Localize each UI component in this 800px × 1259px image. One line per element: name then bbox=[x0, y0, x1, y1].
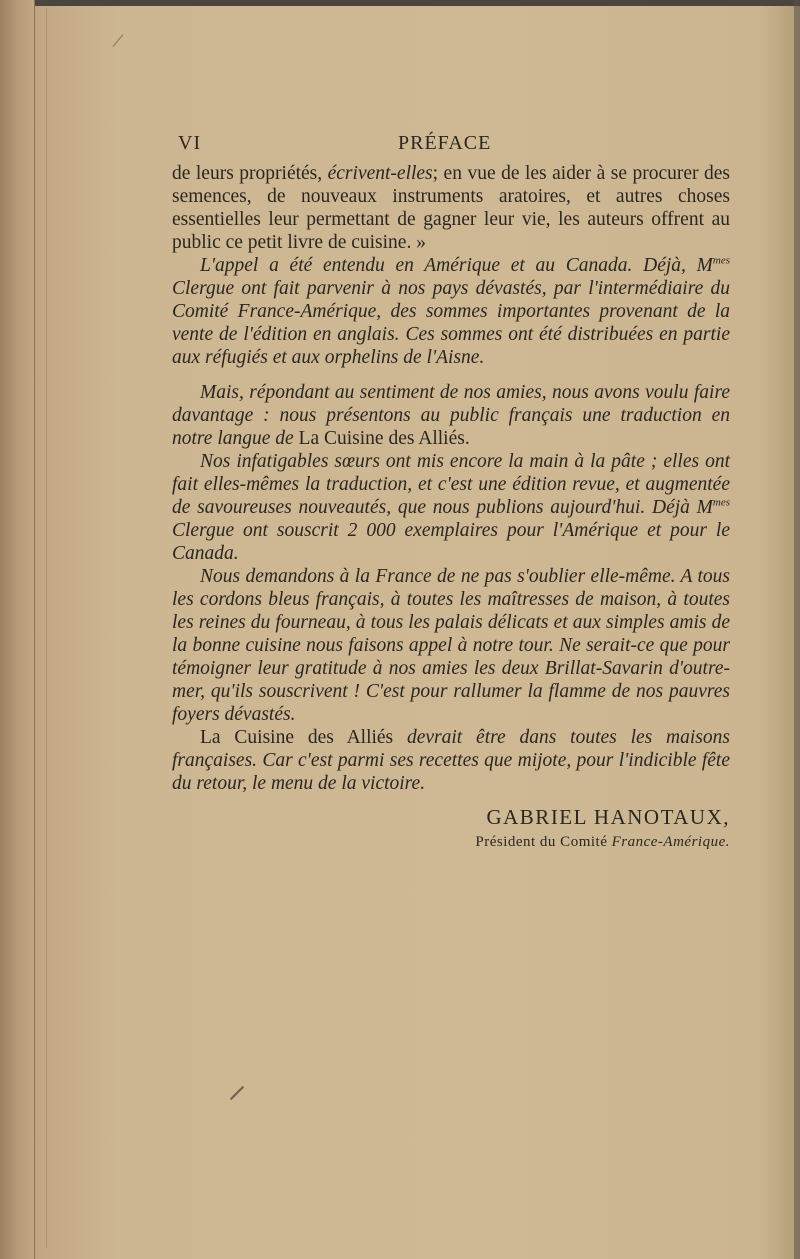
paragraph-4 bbox=[172, 450, 730, 565]
pencil-mark bbox=[230, 1086, 244, 1100]
text-run: Clergue ont fait parvenir à nos pays dévastés, par l'intermédiaire du Comité France-Amérique, des sommes importantes provenant de la vente de l'édition en anglais. Ces sommes ont été distribuées en partie aux réfugiés et aux orphelins de l'Aisne. bbox=[172, 278, 730, 368]
book-title: La Cuisine des Alliés bbox=[200, 727, 394, 748]
text-run: ; en vue de les aider à se procurer des semences, de nouveaux instruments aratoires, et autres choses essentielles leur permettant de gagner leur vie, les auteurs offrent au public ce petit livre de cuisine. » bbox=[172, 163, 730, 253]
text-run: de leurs propriétés, bbox=[172, 163, 328, 184]
book-title: La Cuisine des Alliés. bbox=[298, 428, 470, 449]
signature-title bbox=[172, 834, 730, 851]
superscript: mes bbox=[712, 254, 730, 267]
scan-right-edge bbox=[794, 0, 800, 1259]
gutter-line bbox=[46, 8, 47, 1248]
text-run-italic: Mais, répondant au sentiment de nos amies, nous avons voulu faire davantage : nous présentons au public français une traduction en notre langue de bbox=[172, 382, 730, 449]
scan-top-edge bbox=[0, 0, 800, 6]
superscript: mes bbox=[712, 496, 730, 509]
book-gutter bbox=[0, 0, 35, 1259]
text-run-italic: France-Amérique. bbox=[611, 834, 730, 850]
page-content bbox=[172, 128, 730, 851]
body-text bbox=[172, 162, 730, 795]
paragraph-6 bbox=[172, 726, 730, 795]
text-run-italic: devrait être dans toutes les maisons françaises. Car c'est parmi ses recettes que mijote, pour l'indicible fête du retour, le menu de la victoire. bbox=[172, 727, 730, 794]
text-run: Président du Comité bbox=[475, 834, 612, 850]
page-number: VI bbox=[178, 132, 202, 154]
paragraph-1 bbox=[172, 162, 730, 254]
text-run: Nos infatigables sœurs ont mis encore la main à la pâte ; elles ont fait elles-mêmes la traduction, et c'est une édition revue, et augmentée de savoureuses nouveautés, que nous publions aujourd'hui. Déjà M bbox=[172, 451, 730, 518]
signature-block bbox=[172, 805, 730, 851]
text-run: Clergue ont souscrit 2 000 exemplaires pour l'Amérique et pour le Canada. bbox=[172, 520, 730, 564]
text-run-italic: écrivent-elles bbox=[327, 163, 433, 184]
page-title: PRÉFACE bbox=[398, 132, 492, 154]
paragraph-2 bbox=[172, 254, 730, 369]
pencil-mark bbox=[112, 34, 123, 47]
paragraph-3 bbox=[172, 381, 730, 450]
text-run: L'appel a été entendu en Amérique et au Canada. Déjà, M bbox=[200, 255, 713, 276]
paragraph-5: Nous demandons à la France de ne pas s'oublier elle-même. A tous les cordons bleus français, à toutes les maîtresses de maison, à toutes les reines du fourneau, à tous les palais délicats et aux simples amis de la bonne cuisine nous faisons appel à notre tour. Ne serait-ce que pour témoigner leur gratitude à nos amies les deux Brillat-Savarin d'outre-mer, qu'ils souscrivent ! C'est pour rallumer la flamme de nos pauvres foyers dévastés. bbox=[172, 566, 730, 725]
running-head bbox=[172, 128, 730, 162]
signature-name: GABRIEL HANOTAUX, bbox=[486, 805, 730, 829]
